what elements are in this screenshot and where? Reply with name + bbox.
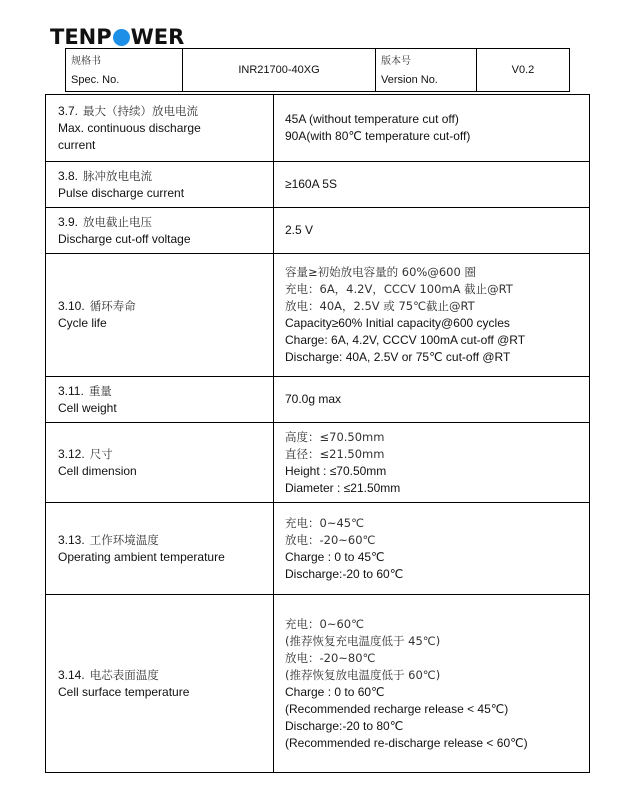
parameter-label-cn: 尺寸 xyxy=(89,446,113,461)
parameter-label-en: Operating ambient temperature xyxy=(58,549,225,564)
spec-parameter-cell xyxy=(46,254,274,377)
parameter-label-cn: 电芯表面温度 xyxy=(89,667,159,682)
parameter-title-cn xyxy=(58,383,265,400)
spec-value-line: 放电：40A，2.5V 或 75℃截止@RT xyxy=(285,299,475,313)
spec-value-cell xyxy=(274,254,590,377)
parameter-label-cn: 最大（持续）放电电流 xyxy=(83,103,199,118)
spec-value-cell xyxy=(274,162,590,208)
spec-label-cell xyxy=(66,49,183,91)
logo-dot-icon xyxy=(113,29,130,46)
spec-parameter-cell xyxy=(46,95,274,162)
spec-value-line: 90A(with 80℃ temperature cut-off) xyxy=(285,129,471,143)
parameter-number: 3.12. xyxy=(58,446,85,461)
spec-value-line: Discharge: 40A, 2.5V or 75℃ cut-off @RT xyxy=(285,350,511,364)
spec-value-line: Charge : 0 to 45℃ xyxy=(285,549,385,564)
spec-value-line: Discharge:-20 to 80℃ xyxy=(285,718,404,733)
spec-value-line: 容量≥初始放电容量的 60%@600 圈 xyxy=(285,265,476,279)
spec-row xyxy=(46,162,590,208)
spec-value-line: 充电：6A，4.2V，CCCV 100mA 截止@RT xyxy=(285,282,513,296)
parameter-title-cn xyxy=(58,532,265,549)
spec-value-line: (推荐恢复放电温度低于 60℃) xyxy=(285,667,441,682)
parameter-number: 3.10. xyxy=(58,299,85,313)
parameter-title-cn xyxy=(58,667,265,684)
parameter-number: 3.8. xyxy=(58,168,79,183)
spec-value-line: (推荐恢复充电温度低于 45℃) xyxy=(285,633,441,648)
parameter-label-cn: 放电截止电压 xyxy=(83,214,153,229)
spec-row xyxy=(46,95,590,162)
spec-number: INR21700-40XG xyxy=(238,64,320,76)
spec-row xyxy=(46,208,590,254)
logo-text-start: TENP xyxy=(50,25,112,49)
spec-row xyxy=(46,423,590,503)
spec-row xyxy=(46,595,590,773)
parameter-label-cn: 工作环境温度 xyxy=(89,532,159,547)
parameter-label-en: Pulse discharge current xyxy=(58,185,185,200)
parameter-label-cn: 重量 xyxy=(88,383,112,398)
parameter-title-cn xyxy=(58,168,265,185)
spec-value-line: Charge : 0 to 60℃ xyxy=(285,684,385,699)
spec-parameter-cell xyxy=(46,377,274,423)
spec-parameter-cell xyxy=(46,162,274,208)
spec-value-line: 放电：-20~60℃ xyxy=(285,532,376,547)
spec-value-line: (Recommended re-discharge release < 60℃) xyxy=(285,735,528,750)
parameter-title-cn xyxy=(58,214,265,231)
spec-value-line: (Recommended recharge release < 45℃) xyxy=(285,701,509,716)
parameter-label-cn: 脉冲放电电流 xyxy=(83,168,153,183)
parameter-number: 3.13. xyxy=(58,532,85,547)
spec-value-line: Discharge:-20 to 60℃ xyxy=(285,566,404,581)
parameter-label-en: Cycle life xyxy=(58,316,107,330)
spec-value-line: 充电：0~60℃ xyxy=(285,616,365,631)
version-value-cell xyxy=(477,49,569,91)
spec-value-line: 充电：0~45℃ xyxy=(285,515,365,530)
parameter-number: 3.7. xyxy=(58,103,79,118)
spec-value-cell xyxy=(274,423,590,503)
spec-parameter-cell xyxy=(46,503,274,595)
parameter-label-en: Max. continuous discharge xyxy=(58,120,201,135)
spec-row xyxy=(46,503,590,595)
parameter-number: 3.11. xyxy=(58,383,84,398)
spec-value-line: ≥160A 5S xyxy=(285,177,337,191)
spec-value-line: 70.0g max xyxy=(285,392,342,406)
parameter-label-en: Cell weight xyxy=(58,400,117,415)
parameter-label-en: current xyxy=(58,137,96,152)
spec-parameter-cell xyxy=(46,208,274,254)
spec-value-cell xyxy=(274,208,590,254)
spec-value-line: 高度：≤70.50mm xyxy=(285,429,385,444)
parameter-label-en: Cell dimension xyxy=(58,463,137,478)
spec-value-cell xyxy=(183,49,376,91)
spec-value-cell xyxy=(274,503,590,595)
spec-parameter-cell xyxy=(46,423,274,503)
spec-value-line: Charge: 6A, 4.2V, CCCV 100mA cut-off @RT xyxy=(285,333,526,347)
spec-row xyxy=(46,254,590,377)
spec-value-line: 放电：-20~80℃ xyxy=(285,650,376,665)
spec-value-line: Height : ≤70.50mm xyxy=(285,463,387,478)
version-label-cn: 版本号 xyxy=(381,56,411,67)
logo-text-end: WER xyxy=(130,25,185,49)
spec-value-line: 2.5 V xyxy=(285,223,314,237)
parameter-label-en: Discharge cut-off voltage xyxy=(58,231,191,246)
spec-value-cell xyxy=(274,377,590,423)
spec-value-line: 45A (without temperature cut off) xyxy=(285,112,459,126)
spec-value-cell xyxy=(274,595,590,773)
company-logo xyxy=(50,25,184,49)
document-header-table xyxy=(65,48,570,92)
version-number: V0.2 xyxy=(511,64,535,76)
parameter-title-cn xyxy=(58,298,265,315)
parameter-title-cn xyxy=(58,103,265,120)
parameter-label-en: Cell surface temperature xyxy=(58,684,190,699)
spec-value-cell xyxy=(274,95,590,162)
parameter-number: 3.14. xyxy=(58,667,85,682)
spec-label-en: Spec. No. xyxy=(71,74,120,86)
spec-label-cn: 规格书 xyxy=(71,56,101,67)
spec-value-line: Diameter : ≤21.50mm xyxy=(285,480,401,495)
parameter-label-cn: 循环寿命 xyxy=(89,299,136,313)
parameter-number: 3.9. xyxy=(58,214,79,229)
version-label-en: Version No. xyxy=(381,74,438,86)
spec-value-line: Capacity≥60% Initial capacity@600 cycles xyxy=(285,316,510,330)
version-label-cell xyxy=(376,49,477,91)
spec-parameter-cell xyxy=(46,595,274,773)
parameter-title-cn xyxy=(58,446,265,463)
spec-row xyxy=(46,377,590,423)
spec-value-line: 直径：≤21.50mm xyxy=(285,446,385,461)
spec-table xyxy=(45,94,590,773)
